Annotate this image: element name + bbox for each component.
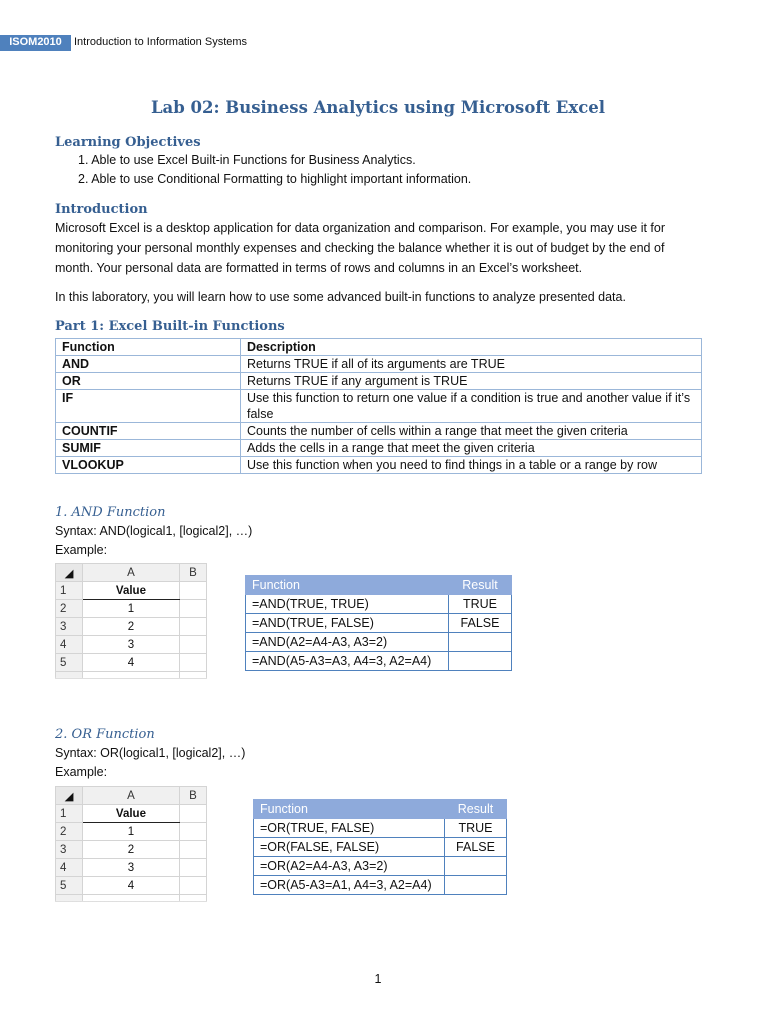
formula-cell: =OR(A5-A3=A1, A4=3, A2=A4): [254, 876, 445, 895]
formula-cell: =OR(TRUE, FALSE): [254, 819, 445, 838]
function-description: Counts the number of cells within a range that meet the given criteria: [241, 423, 702, 440]
sheet-fade: [55, 900, 209, 906]
objective-item: 2. Able to use Conditional Formatting to highlight important information.: [78, 172, 472, 186]
row-header[interactable]: 5: [56, 877, 83, 895]
intro-line: month. Your personal data are formatted in terms of rows and columns in an Excel’s worksheet.: [55, 261, 583, 275]
row-header[interactable]: 3: [56, 841, 83, 859]
result-cell: [445, 857, 507, 876]
sheet-cell[interactable]: Value: [83, 805, 180, 823]
function-description: Returns TRUE if all of its arguments are TRUE: [241, 356, 702, 373]
table-row: [246, 633, 512, 652]
header-rule: [0, 50, 71, 51]
formula-cell: =OR(FALSE, FALSE): [254, 838, 445, 857]
sheet-fade: [55, 677, 209, 683]
row-header[interactable]: 5: [56, 654, 83, 672]
function-description: Use this function to return one value if a condition is true and another value if it’s false: [241, 390, 702, 423]
row-header[interactable]: 2: [56, 600, 83, 618]
sheet-cell[interactable]: [179, 654, 206, 672]
function-description: Adds the cells in a range that meet the given criteria: [241, 440, 702, 457]
column-header-a[interactable]: A: [83, 564, 180, 582]
lab-intro-paragraph: In this laboratory, you will learn how to use some advanced built-in functions to analyze presented data.: [55, 290, 626, 304]
table-row: [254, 819, 507, 838]
result-column-header: Result: [445, 800, 507, 819]
table-row: [254, 838, 507, 857]
row-header[interactable]: 1: [56, 582, 83, 600]
column-header-a[interactable]: A: [83, 787, 180, 805]
function-description: Returns TRUE if any argument is TRUE: [241, 373, 702, 390]
functions-table: [55, 338, 702, 474]
sheet-cell[interactable]: [179, 636, 206, 654]
and-example-label: Example:: [55, 543, 108, 557]
part1-heading: Part 1: Excel Built-in Functions: [55, 319, 285, 334]
sheet-cell[interactable]: Value: [83, 582, 180, 600]
sheet-cell[interactable]: 4: [83, 654, 180, 672]
sheet-cell[interactable]: 1: [83, 823, 180, 841]
select-all-corner[interactable]: ◢: [56, 787, 83, 805]
row-header[interactable]: 4: [56, 859, 83, 877]
result-cell: TRUE: [449, 595, 512, 614]
result-cell: [449, 633, 512, 652]
select-all-corner[interactable]: ◢: [56, 564, 83, 582]
and-excel-sheet: [55, 563, 207, 679]
course-code-badge: ISOM2010: [0, 35, 71, 50]
sheet-cell[interactable]: 2: [83, 618, 180, 636]
sheet-cell[interactable]: 1: [83, 600, 180, 618]
row-header[interactable]: 1: [56, 805, 83, 823]
sheet-cell[interactable]: 2: [83, 841, 180, 859]
formula-cell: =AND(A2=A4-A3, A3=2): [246, 633, 449, 652]
intro-line: Microsoft Excel is a desktop application for data organization and comparison. For example, you may use it for: [55, 221, 666, 235]
and-syntax: Syntax: AND(logical1, [logical2], …): [55, 524, 253, 538]
result-cell: [445, 876, 507, 895]
sheet-cell[interactable]: [179, 582, 206, 600]
table-row: [254, 857, 507, 876]
function-name: COUNTIF: [56, 423, 241, 440]
function-name: VLOOKUP: [56, 457, 241, 474]
formula-cell: =AND(TRUE, FALSE): [246, 614, 449, 633]
table-row: [254, 876, 507, 895]
intro-line: monitoring your personal monthly expenses and checking the balance whether it is out of budget by the end of: [55, 241, 665, 255]
or-excel-sheet: [55, 786, 207, 902]
introduction-paragraph: [55, 218, 715, 278]
formula-cell: =AND(TRUE, TRUE): [246, 595, 449, 614]
page-number: 1: [374, 972, 382, 986]
row-header[interactable]: 4: [56, 636, 83, 654]
column-header-b[interactable]: B: [179, 564, 206, 582]
table-row: [56, 390, 702, 423]
function-name: IF: [56, 390, 241, 423]
formula-cell: =OR(A2=A4-A3, A3=2): [254, 857, 445, 876]
result-column-header: Result: [449, 576, 512, 595]
or-syntax: Syntax: OR(logical1, [logical2], …): [55, 746, 246, 760]
column-header-b[interactable]: B: [179, 787, 206, 805]
function-column-header: Function: [56, 339, 241, 356]
sheet-cell[interactable]: 3: [83, 859, 180, 877]
and-results-table: [245, 575, 512, 671]
result-cell: FALSE: [445, 838, 507, 857]
table-row: [246, 595, 512, 614]
table-row: [56, 440, 702, 457]
row-header[interactable]: 2: [56, 823, 83, 841]
table-row: [56, 423, 702, 440]
page-title: Lab 02: Business Analytics using Microsoft Excel: [150, 98, 606, 117]
sheet-cell[interactable]: 3: [83, 636, 180, 654]
course-name: Introduction to Information Systems: [74, 36, 248, 48]
sheet-cell[interactable]: [179, 841, 206, 859]
and-function-heading: 1. AND Function: [55, 505, 166, 520]
function-name: SUMIF: [56, 440, 241, 457]
introduction-heading: Introduction: [55, 202, 148, 217]
function-description: Use this function when you need to find things in a table or a range by row: [241, 457, 702, 474]
learning-objectives-heading: Learning Objectives: [55, 135, 201, 150]
table-row: [56, 457, 702, 474]
sheet-cell[interactable]: [179, 859, 206, 877]
sheet-cell[interactable]: [179, 805, 206, 823]
table-row: [246, 652, 512, 671]
table-row: [56, 373, 702, 390]
or-example-label: Example:: [55, 765, 108, 779]
objective-item: 1. Able to use Excel Built-in Functions for Business Analytics.: [78, 153, 416, 167]
sheet-cell[interactable]: [179, 823, 206, 841]
function-column-header: Function: [254, 800, 445, 819]
table-row: [56, 356, 702, 373]
sheet-cell[interactable]: 4: [83, 877, 180, 895]
sheet-cell[interactable]: [179, 618, 206, 636]
or-results-table: [253, 799, 507, 895]
table-row: [246, 614, 512, 633]
function-column-header: Function: [246, 576, 449, 595]
result-cell: FALSE: [449, 614, 512, 633]
table-header-row: [56, 339, 702, 356]
description-column-header: Description: [241, 339, 702, 356]
row-header[interactable]: 3: [56, 618, 83, 636]
function-name: AND: [56, 356, 241, 373]
formula-cell: =AND(A5-A3=A3, A4=3, A2=A4): [246, 652, 449, 671]
result-cell: TRUE: [445, 819, 507, 838]
result-cell: [449, 652, 512, 671]
sheet-cell[interactable]: [179, 600, 206, 618]
sheet-cell[interactable]: [179, 877, 206, 895]
function-name: OR: [56, 373, 241, 390]
or-function-heading: 2. OR Function: [55, 727, 155, 742]
